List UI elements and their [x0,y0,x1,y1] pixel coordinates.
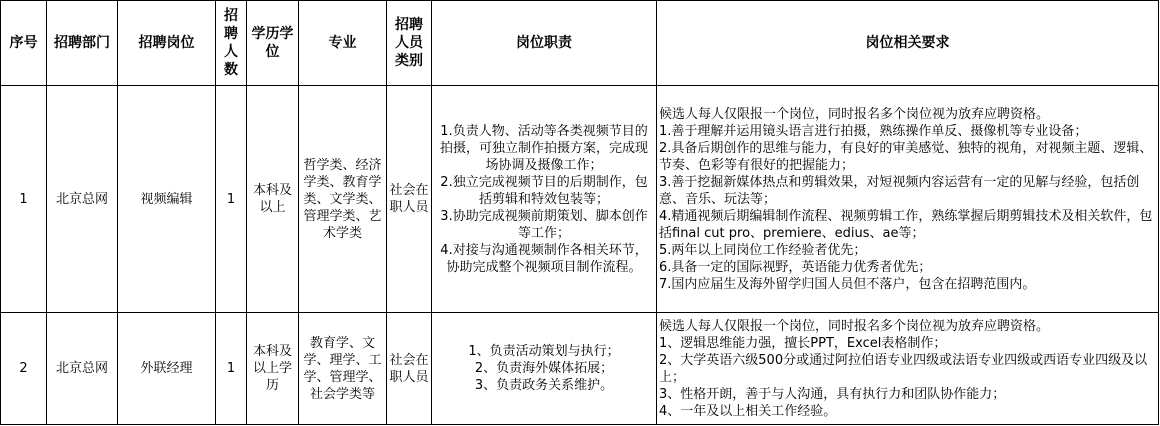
cell-dept: 北京总网 [47,313,118,425]
duty-item: 3.协助完成视频前期策划、脚本创作等工作； [440,208,648,241]
cell-category: 社会在职人员 [387,86,432,313]
requirement-item: 3.善于挖掘新媒体热点和剪辑效果，对短视频内容运营有一定的见解与经验，包括创意、音乐、玩法等； [659,174,1140,207]
duty-item: 1.负责人物、活动等各类视频节目的拍摄，可独立制作拍摄方案，完成现场协调及摄像工作； [439,123,648,173]
header-count: 招聘人数 [216,1,247,86]
requirement-item: 1.善于理解并运用镜头语言进行拍摄，熟练操作单反、摄像机等专业设备； [659,123,1088,139]
requirement-item: 7.国内应届生及海外留学归国人员但不落户，包含在招聘范围内。 [659,276,1036,292]
cell-seq: 1 [1,86,47,313]
requirement-item: 6.具备一定的国际视野，英语能力优秀者优先； [659,259,932,275]
cell-position: 视频编辑 [118,86,216,313]
header-position: 招聘岗位 [118,1,216,86]
cell-requirements [657,86,1159,313]
header-duties: 岗位职责 [432,1,657,86]
duty-item: 3、负责政务关系维护。 [474,378,614,393]
cell-major: 教育学、文学、理学、工学、管理学、社会学类等 [299,313,387,425]
cell-count: 1 [216,86,247,313]
header-seq: 序号 [1,1,47,86]
header-row [1,1,1159,86]
table-row [1,86,1159,313]
cell-education: 本科及以上 [247,86,299,313]
requirement-item: 2.具备后期创作的思维与能力，有良好的审美感觉、独特的视角，对视频主题、逻辑、节奏、色彩等有很好的把握能力； [659,140,1153,173]
header-major: 专业 [299,1,387,86]
cell-count: 1 [216,313,247,425]
table-row [1,313,1159,425]
requirement-item: 1、逻辑思维能力强，擅长PPT，Excel表格制作； [659,335,947,351]
duty-item: 2.独立完成视频节目的后期制作，包括剪辑和特效包装等； [440,174,648,207]
cell-duties [432,313,657,425]
cell-major: 哲学类、经济学类、教育学类、文学类、管理学类、艺术学类 [299,86,387,313]
duty-item: 4.对接与沟通视频制作各相关环节，协助完成整个视频项目制作流程。 [440,242,648,275]
cell-seq: 2 [1,313,47,425]
requirement-item: 候选人每人仅限报一个岗位，同时报名多个岗位视为放弃应聘资格。 [659,106,1050,122]
header-dept: 招聘部门 [47,1,118,86]
cell-education: 本科及以上学历 [247,313,299,425]
requirement-item: 2、大学英语六级500分或通过阿拉伯语专业四级或法语专业四级或西语专业四级及以上； [659,352,1148,385]
requirement-item: 3、性格开朗，善于与人沟通，具有执行力和团队协作能力； [659,386,1006,402]
header-education: 学历学位 [247,1,299,86]
header-category: 招聘人员类别 [387,1,432,86]
cell-requirements [657,313,1159,425]
header-requirements: 岗位相关要求 [657,1,1159,86]
requirement-item: 候选人每人仅限报一个岗位，同时报名多个岗位视为放弃应聘资格。 [659,318,1050,334]
requirement-item: 5.两年以上同岗位工作经验者优先； [659,242,867,258]
cell-category: 社会在职人员 [387,313,432,425]
cell-position: 外联经理 [118,313,216,425]
requirement-item: 4.精通视频后期编辑制作流程、视频剪辑工作，熟练掌握后期剪辑技术及相关软件，包括final cut pro、premiere、edius、ae等； [659,208,1153,241]
requirement-item: 4、一年及以上相关工作经验。 [659,403,837,419]
duty-item: 2、负责海外媒体拓展； [474,361,614,376]
cell-dept: 北京总网 [47,86,118,313]
cell-duties [432,86,657,313]
duty-item: 1、负责活动策划与执行； [468,344,620,359]
